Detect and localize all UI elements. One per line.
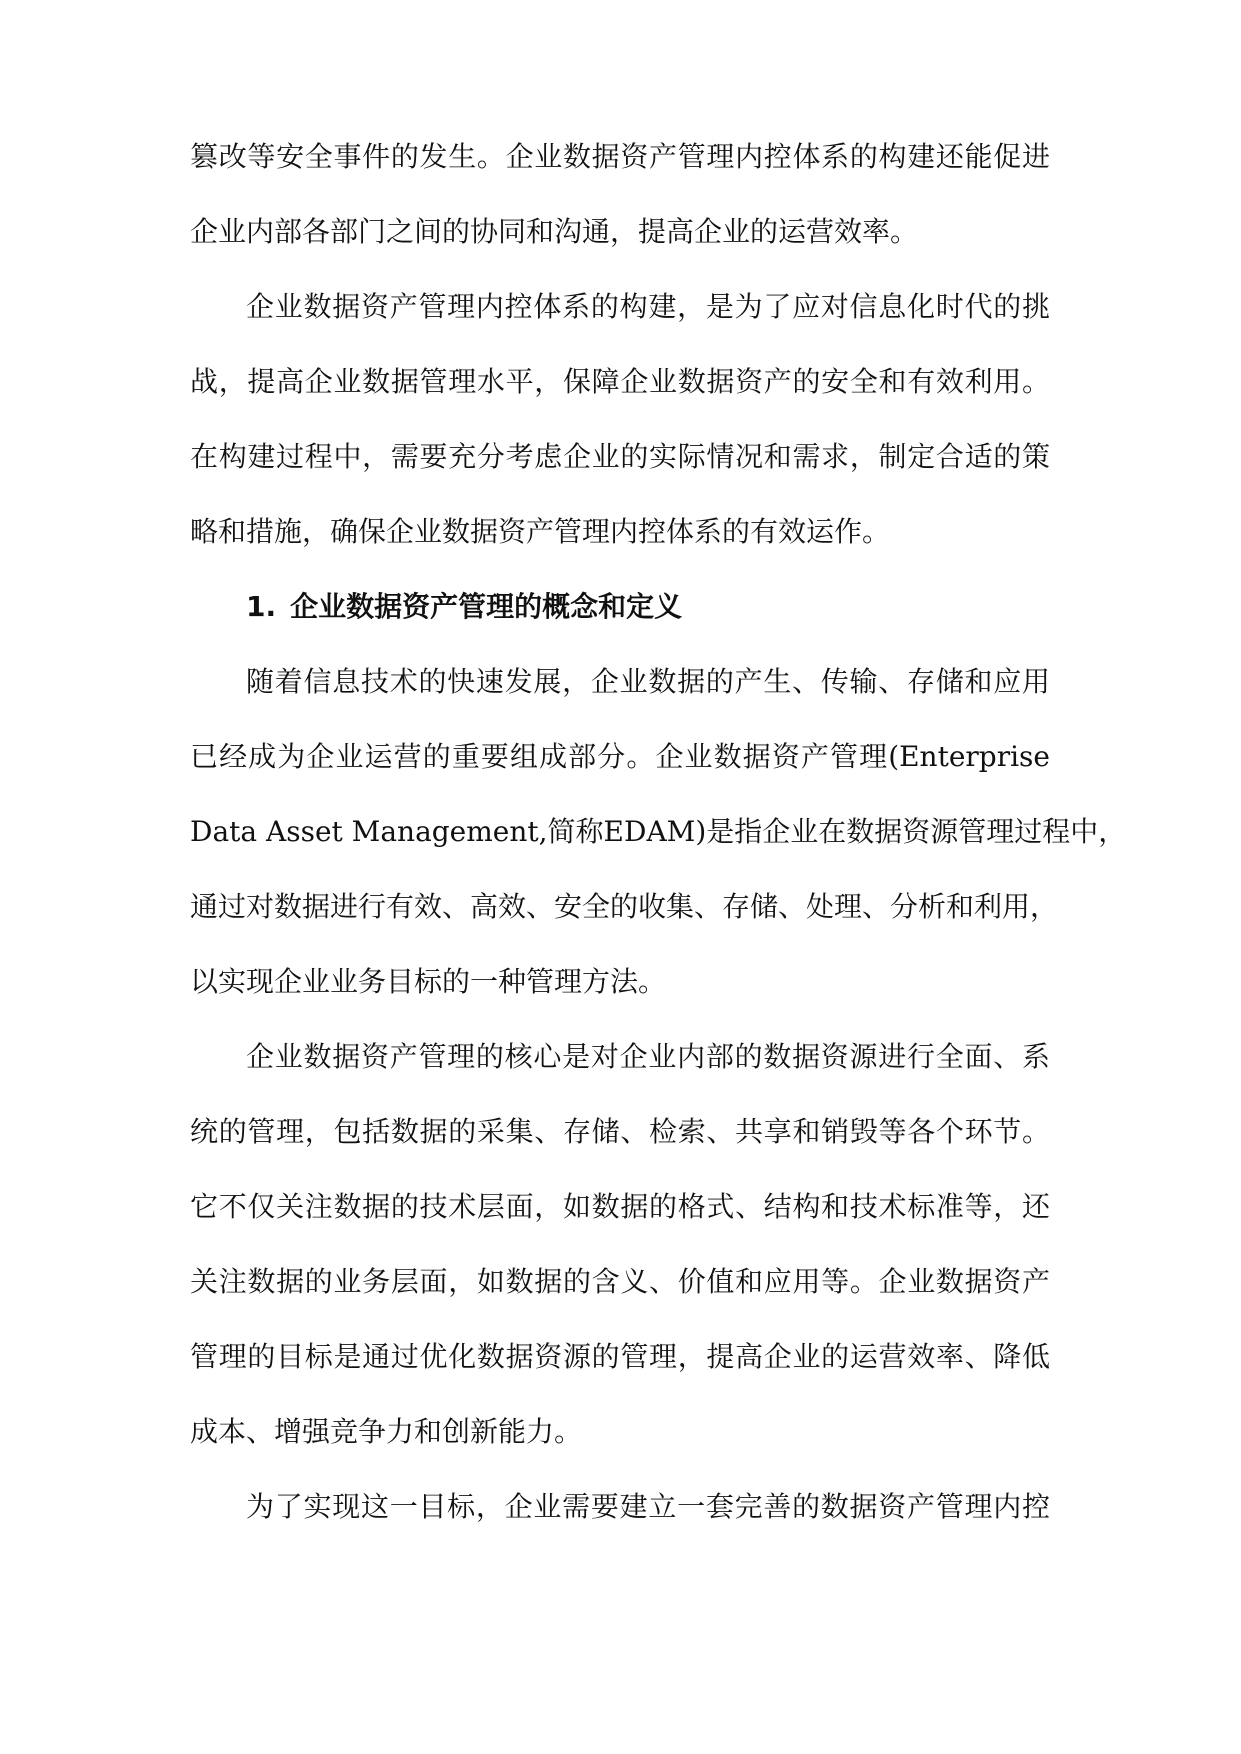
text-line-1: 篡改等安全事件的发生。企业数据资产管理内控体系的构建还能促进 [190, 140, 1050, 173]
document-body [190, 138, 1127, 1563]
text-line-5: 在构建过程中，需要充分考虑企业的实际情况和需求，制定合适的策 [190, 440, 1050, 473]
section-heading-number: 1. [246, 590, 277, 623]
text-line-16: 管理的目标是通过优化数据资源的管理，提高企业的运营效率、降低 [190, 1340, 1050, 1373]
text-line-17: 成本、增强竞争力和创新能力。 [190, 1415, 583, 1448]
text-line-10: 通过对数据进行有效、高效、安全的收集、存储、处理、分析和利用， [190, 890, 1059, 923]
text-line-15: 关注数据的业务层面，如数据的含义、价值和应用等。企业数据资产 [190, 1265, 1050, 1298]
text-line-18: 为了实现这一目标，企业需要建立一套完善的数据资产管理内控 [246, 1490, 1050, 1523]
text-line-3: 企业数据资产管理内控体系的构建，是为了应对信息化时代的挑 [246, 290, 1050, 323]
section-heading [190, 588, 1050, 625]
text-line-9: Data Asset Management,简称EDAM)是指企业在数据资源管理过程中， [190, 815, 1127, 848]
text-line-2: 企业内部各部门之间的协同和沟通，提高企业的运营效率。 [190, 215, 919, 248]
text-line-14: 它不仅关注数据的技术层面，如数据的格式、结构和技术标准等，还 [190, 1190, 1050, 1223]
text-line-7: 随着信息技术的快速发展，企业数据的产生、传输、存储和应用 [246, 665, 1050, 698]
text-line-11: 以实现企业业务目标的一种管理方法。 [190, 965, 667, 998]
text-line-8: 已经成为企业运营的重要组成部分。企业数据资产管理(Enterprise [190, 740, 1050, 773]
section-heading-title: 企业数据资产管理的概念和定义 [290, 590, 683, 623]
text-line-13: 统的管理，包括数据的采集、存储、检索、共享和销毁等各个环节。 [190, 1115, 1050, 1148]
text-line-4: 战，提高企业数据管理水平，保障企业数据资产的安全和有效利用。 [190, 365, 1050, 398]
text-line-12: 企业数据资产管理的核心是对企业内部的数据资源进行全面、系 [246, 1040, 1050, 1073]
text-line-6: 略和措施，确保企业数据资产管理内控体系的有效运作。 [190, 515, 891, 548]
